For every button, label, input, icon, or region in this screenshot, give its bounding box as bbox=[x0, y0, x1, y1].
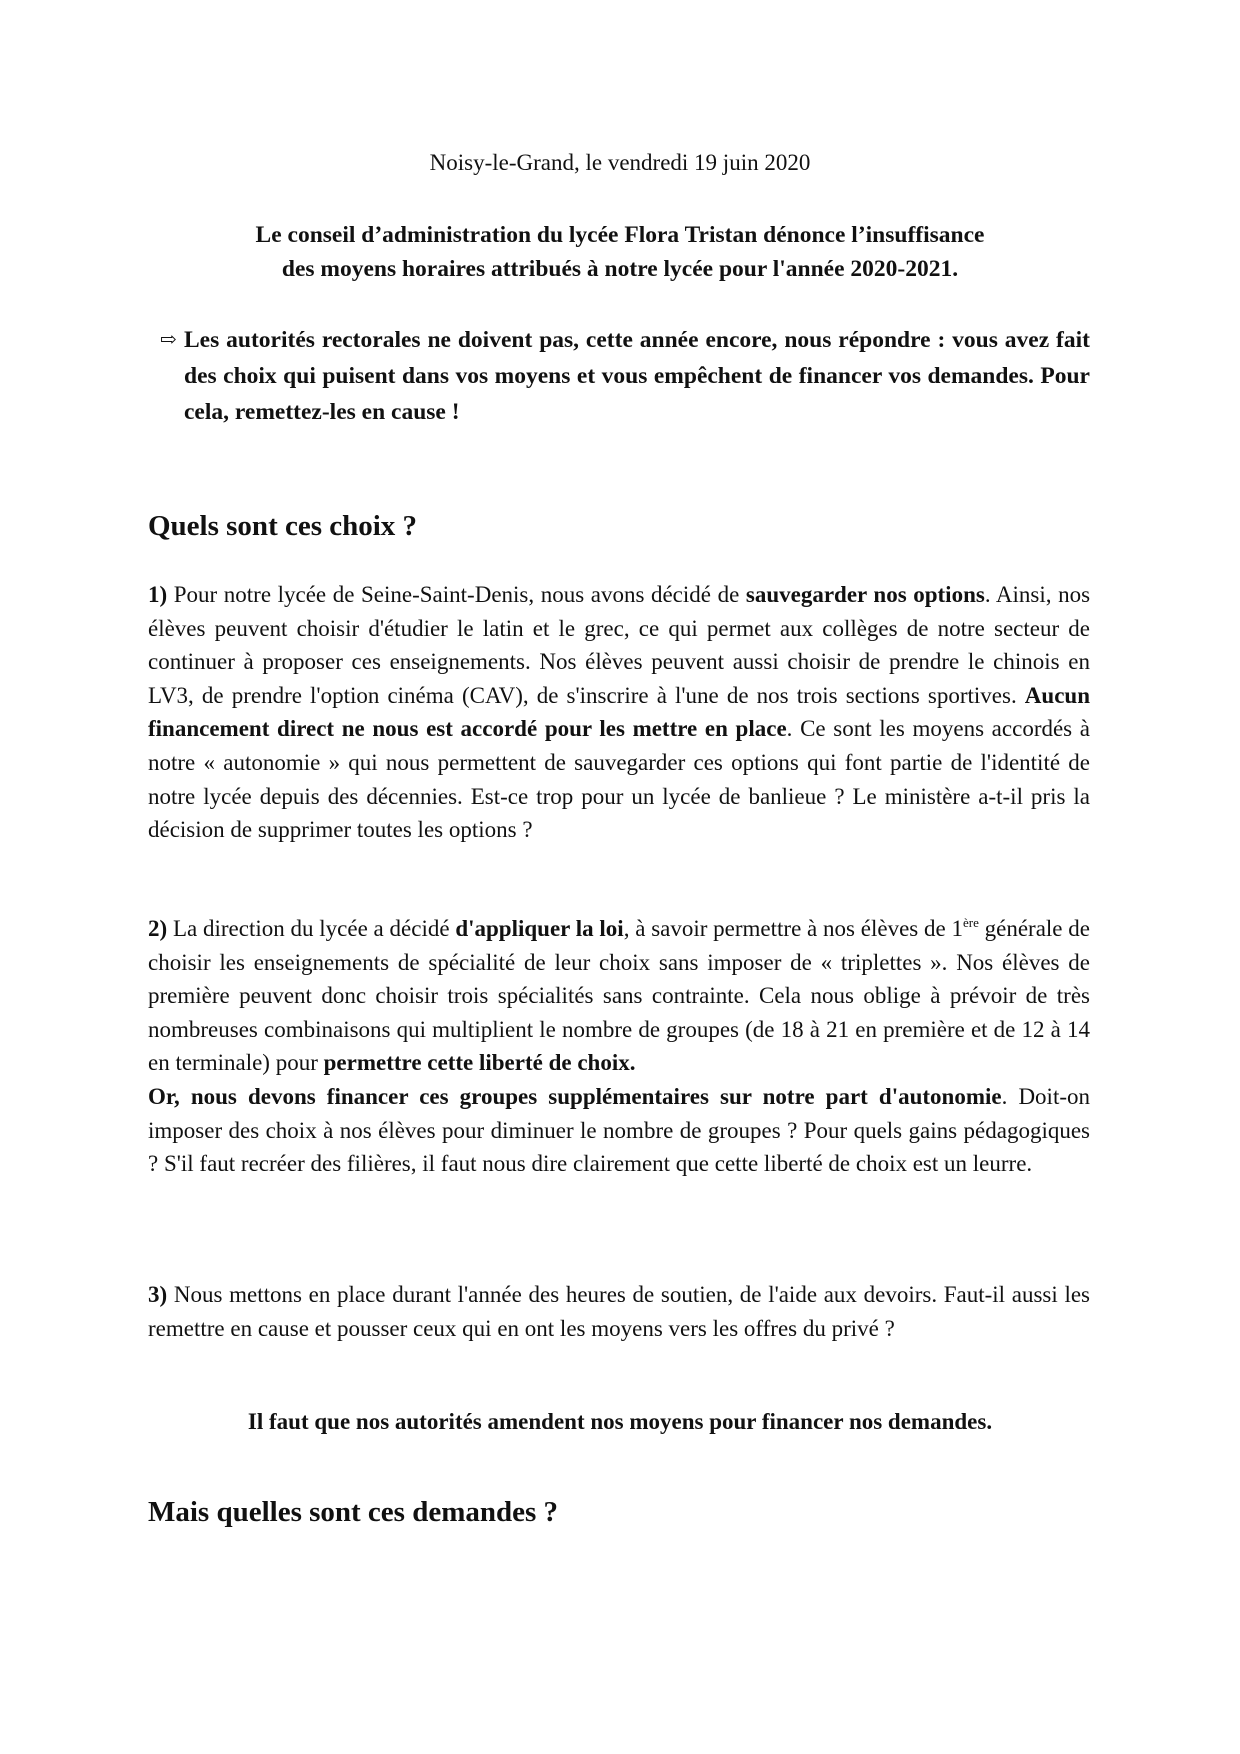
point-number: 1) bbox=[148, 582, 168, 607]
right-arrow-icon: ⇨ bbox=[160, 329, 177, 351]
bold-text: d'appliquer la loi bbox=[455, 916, 624, 941]
date-line: Noisy-le-Grand, le vendredi 19 juin 2020 bbox=[429, 150, 811, 175]
bold-text: permettre cette liberté de choix. bbox=[323, 1050, 636, 1076]
paragraph-text: Nous mettons en place durant l'année des heures de soutien, de l'aide aux devoirs. Faut-il aussi les remettre en cause et pousser ceux qui en ont les moyens vers les offres du privé ? bbox=[148, 1282, 1090, 1341]
callout-block bbox=[160, 322, 1090, 430]
callout-text: Les autorités rectorales ne doivent pas, cette année encore, nous répondre : vous avez fait des choix qui puisent dans vos moyens et vous empêchent de financer vos demandes. Pour cela, remettez-les en cause ! bbox=[184, 327, 1090, 425]
superscript: ère bbox=[962, 915, 979, 930]
bold-text: Or, nous devons financer ces groupes supplémentaires sur notre part d'autonomie bbox=[148, 1083, 1002, 1109]
paragraph-part bbox=[148, 912, 1090, 1080]
document-title bbox=[150, 218, 1090, 286]
paragraph-text: Pour notre lycée de Seine-Saint-Denis, nous avons décidé de bbox=[167, 582, 746, 607]
bold-text: Aucun financement direct ne nous est accordé pour les mettre en place bbox=[148, 682, 1090, 742]
paragraph-point-3 bbox=[148, 1278, 1090, 1345]
paragraph-text: La direction du lycée a décidé bbox=[167, 916, 456, 941]
paragraph-text: . Ce sont les moyens accordés à notre « autonomie » qui nous permettent de sauvegarder ces options qui font partie de l'identité de notre lycée depuis des décennies. Est-ce trop pour un lycée de banlieue ? Le ministère a-t-il pris la décision de supprimer toutes les options ? bbox=[148, 716, 1090, 843]
paragraph-text: . Ainsi, nos élèves peuvent choisir d'étudier le latin et le grec, ce qui permet aux collèges de notre secteur de continuer à proposer ces enseignements. Nos élèves peuvent aussi choisir de prendre le chinois en LV3, de prendre l'option cinéma (CAV), de s'inscrire à l'une de nos trois sections sportives. bbox=[148, 582, 1091, 708]
point-number: 3) bbox=[148, 1282, 168, 1307]
section-heading-choices: Quels sont ces choix ? bbox=[148, 510, 418, 542]
paragraph-point-2 bbox=[148, 912, 1090, 1181]
closing-statement: Il faut que nos autorités amendent nos moyens pour financer nos demandes. bbox=[247, 1409, 993, 1434]
paragraph-part bbox=[148, 1080, 1090, 1181]
section-heading-demands: Mais quelles sont ces demandes ? bbox=[148, 1496, 559, 1528]
paragraph-point-1 bbox=[148, 578, 1090, 847]
paragraph-text: , à savoir permettre à nos élèves de 1 bbox=[623, 916, 963, 941]
title-line-2: des moyens horaires attribués à notre lycée pour l'année 2020-2021. bbox=[281, 256, 959, 282]
paragraph-text: générale de choisir les enseignements de spécialité de leur choix sans imposer de « triplettes ». Nos élèves de première peuvent donc choisir trois spécialités sans contrainte. Cela nous oblige à prévoir de très nombreuses combinaisons qui multiplient le nombre de groupes (de 18 à 21 en première et de 12 à 14 en terminale) pour bbox=[148, 916, 1090, 1076]
paragraph-text: . Doit-on imposer des choix à nos élèves pour diminuer le nombre de groupes ? Pour quels gains pédagogiques ? S'il faut recréer des filières, il faut nous dire clairement que cette liberté de choix est un leurre. bbox=[148, 1083, 1091, 1177]
bold-text: sauvegarder nos options bbox=[745, 582, 985, 607]
point-number: 2) bbox=[148, 916, 168, 941]
title-line-1: Le conseil d’administration du lycée Flora Tristan dénonce l’insuffisance bbox=[255, 222, 985, 248]
